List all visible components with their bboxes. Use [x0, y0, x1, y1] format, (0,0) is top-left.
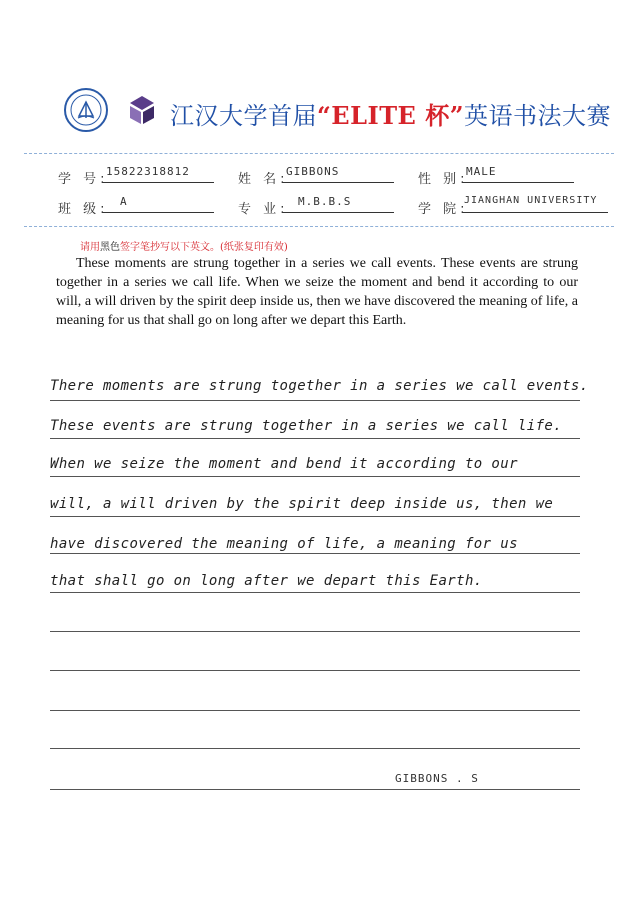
writing-rule	[50, 476, 580, 477]
student-id-label: 学 号:	[58, 172, 109, 187]
student-id-field[interactable]: 15822318812	[102, 165, 214, 183]
writing-rule	[50, 710, 580, 711]
writing-rule	[50, 748, 580, 749]
writing-rule	[50, 438, 580, 439]
handwritten-line-6: that shall go on long after we depart this Earth.	[50, 573, 483, 589]
header	[0, 0, 640, 150]
source-passage: These moments are strung together in a series we call events. These events are strung together in a series we call life. When we seize the moment and bend it according to our will, a will driven by the spirit deep inside us, then we have discovered the meaning of life, a meaning for us that shall go on long after we depart this Earth.	[56, 256, 578, 328]
writing-rule	[50, 592, 580, 593]
title-prefix: 江汉大学首届	[170, 102, 317, 130]
class-field[interactable]: A	[102, 195, 214, 213]
title-suffix: 英语书法大赛	[464, 102, 612, 130]
page-title	[170, 96, 611, 131]
form-divider	[24, 226, 614, 227]
name-label: 姓 名:	[238, 172, 289, 187]
notice-part-1: 请用	[80, 242, 100, 253]
handwritten-line-1: There moments are strung together in a series we call events.	[50, 378, 589, 394]
major-field[interactable]: M.B.B.S	[282, 195, 394, 213]
writing-rule	[50, 789, 580, 790]
handwritten-line-4: will, a will driven by the spirit deep inside us, then we	[50, 496, 554, 512]
gender-label: 性 别:	[418, 172, 469, 187]
signature: GIBBONS . S	[395, 772, 479, 785]
competition-logo-icon	[128, 95, 156, 125]
instruction-notice	[80, 238, 288, 253]
notice-part-2: 黑色	[100, 242, 120, 253]
writing-rule	[50, 553, 580, 554]
writing-rule	[50, 631, 580, 632]
major-label: 专 业:	[238, 202, 289, 217]
header-divider	[24, 153, 614, 154]
title-brand: “ELITE 杯”	[317, 101, 465, 130]
notice-part-3: 签字笔抄写以下英文。(纸张复印有效)	[120, 242, 288, 253]
college-label: 学 院:	[418, 202, 469, 217]
writing-rule	[50, 400, 580, 401]
writing-rule	[50, 516, 580, 517]
handwritten-line-5: have discovered the meaning of life, a meaning for us	[50, 536, 518, 552]
class-label: 班 级:	[58, 202, 109, 217]
writing-rule	[50, 670, 580, 671]
college-field[interactable]: JIANGHAN UNIVERSITY	[462, 195, 608, 213]
handwritten-line-2: These events are strung together in a series we call life.	[50, 418, 563, 434]
name-field[interactable]: GIBBONS	[282, 165, 394, 183]
handwritten-line-3: When we seize the moment and bend it according to our	[50, 456, 518, 472]
university-seal-icon	[64, 88, 108, 132]
gender-field[interactable]: MALE	[462, 165, 574, 183]
